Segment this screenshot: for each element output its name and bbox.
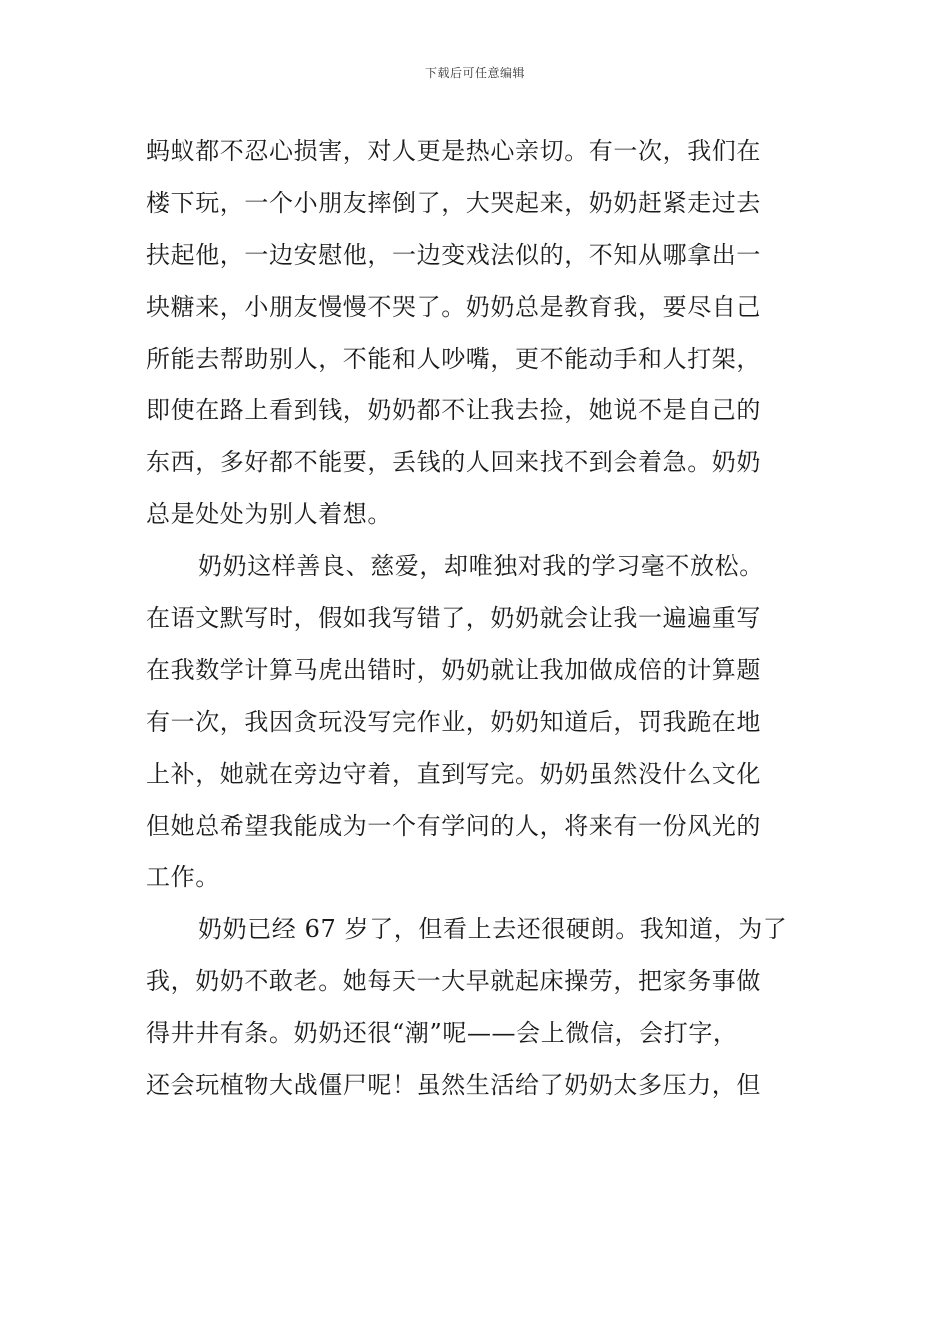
text-line: 东西，多好都不能要，丢钱的人回来找不到会着急。奶奶	[146, 448, 761, 477]
document-body	[146, 126, 810, 1112]
paragraph-start-line: 奶奶已经 67 岁了，但看上去还很硬朗。我知道，为了	[198, 915, 788, 944]
text-line: 工作。	[146, 863, 220, 892]
text-line: 扶起他，一边安慰他，一边变戏法似的，不知从哪拿出一	[146, 240, 761, 269]
text-line: 在我数学计算马虎出错时，奶奶就让我加做成倍的计算题	[146, 655, 761, 684]
text-line: 在语文默写时，假如我写错了，奶奶就会让我一遍遍重写	[146, 604, 761, 633]
text-line: 但她总希望我能成为一个有学问的人，将来有一份风光的	[146, 811, 761, 840]
text-line: 上补，她就在旁边守着，直到写完。奶奶虽然没什么文化	[146, 759, 761, 788]
text-line: 所能去帮助别人，不能和人吵嘴，更不能动手和人打架，	[146, 344, 761, 373]
text-line: 块糖来，小朋友慢慢不哭了。奶奶总是教育我，要尽自己	[146, 292, 761, 321]
text-line: 楼下玩，一个小朋友摔倒了，大哭起来，奶奶赶紧走过去	[146, 188, 761, 217]
text-line: 还会玩植物大战僵尸呢！虽然生活给了奶奶太多压力，但	[146, 1071, 761, 1100]
page-header: 下载后可任意编辑	[424, 66, 525, 80]
text-line: 蚂蚁都不忍心损害，对人更是热心亲切。有一次，我们在	[146, 137, 761, 165]
text-line: 总是处处为别人着想。	[146, 500, 392, 529]
paragraph-start-line: 奶奶这样善良、慈爱，却唯独对我的学习毫不放松。	[198, 552, 764, 581]
text-line: 有一次，我因贪玩没写完作业，奶奶知道后，罚我跪在地	[146, 707, 761, 736]
text-line: 我，奶奶不敢老。她每天一大早就起床操劳，把家务事做	[146, 967, 761, 996]
text-line: 即使在路上看到钱，奶奶都不让我去捡，她说不是自己的	[146, 396, 761, 425]
text-line: 得井井有条。奶奶还很“潮”呢——会上微信，会打字，	[146, 1019, 738, 1048]
